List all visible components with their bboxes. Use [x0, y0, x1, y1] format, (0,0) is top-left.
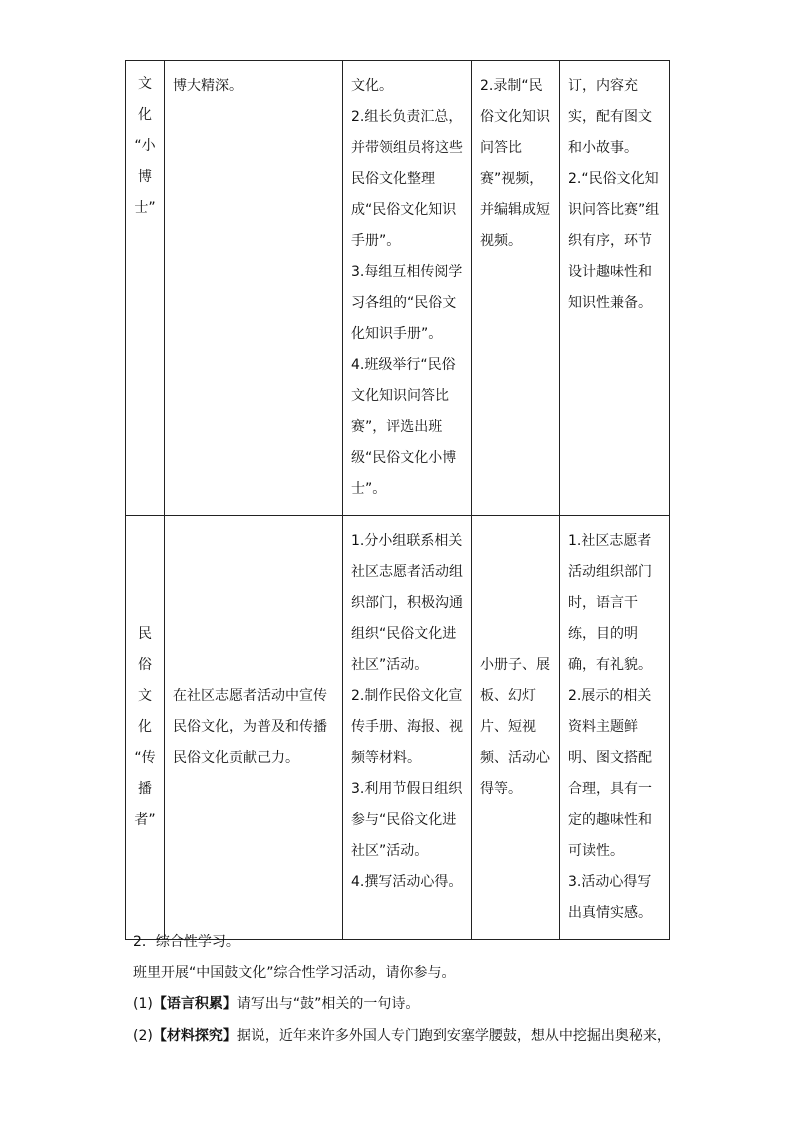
question-heading: 2．综合性学习。 [133, 934, 240, 950]
theme-cell [126, 61, 165, 516]
theme-cell [126, 516, 165, 940]
question-intro: 班里开展“中国鼓文化”综合性学习活动，请你参与。 [133, 965, 456, 981]
subquestion-1-text: 请写出与“鼓”相关的一句诗。 [236, 996, 420, 1012]
steps-cell [343, 61, 472, 516]
table-row [126, 516, 670, 940]
subquestion-2-number: (2) [133, 1028, 153, 1044]
subquestion-1 [133, 994, 419, 1014]
criteria-text: 订，内容充实，配有图文和小故事。 2.“民俗文化知识问答比赛”组织有序，环节设计趣味性和知识性兼备。 [568, 78, 660, 311]
subquestion-2-tag: 【材料探究】 [152, 1028, 237, 1044]
subquestion-2-text: 据说，近年来许多外国人专门跑到安塞学腰鼓，想从中挖掘出奥秘来， [236, 1028, 671, 1044]
results-text: 2.录制“民俗文化知识问答比赛”视频，并编辑成短视频。 [480, 78, 550, 249]
steps-cell [343, 516, 472, 940]
goal-cell [165, 61, 343, 516]
table-row [126, 61, 670, 516]
criteria-cell [560, 516, 670, 940]
goal-text: 在社区志愿者活动中宣传民俗文化，为普及和传播民俗文化贡献己力。 [173, 688, 327, 766]
subquestion-2 [133, 1026, 671, 1046]
steps-text: 1.分小组联系相关社区志愿者活动组织部门，积极沟通组织“民俗文化进社区”活动。 2.制作民俗文化宣传手册、海报、视频等材料。 3.利用节假日组织参与“民俗文化进社区”活动。 4.撰写活动心得。 [351, 533, 463, 890]
subquestion-1-tag: 【语言积累】 [152, 996, 237, 1012]
criteria-text: 1.社区志愿者活动组织部门时，语言干练，目的明确，有礼貌。 2.展示的相关资料主题鲜明、图文搭配合理，具有一定的趣味性和可读性。 3.活动心得写出真情实感。 [568, 533, 652, 921]
theme-text: 民 俗 文 化 “传 播 者” [134, 626, 156, 828]
results-text: 小册子、展板、幻灯片、短视频、活动心得等。 [480, 657, 550, 797]
results-cell [472, 516, 560, 940]
goal-cell [165, 516, 343, 940]
results-cell [472, 61, 560, 516]
goal-text: 博大精深。 [173, 78, 243, 94]
activity-table [125, 60, 670, 940]
theme-text: 文 化 “小 博 士” [134, 76, 156, 216]
criteria-cell [560, 61, 670, 516]
subquestion-1-number: (1) [133, 996, 153, 1012]
steps-text: 文化。 2.组长负责汇总，并带领组员将这些民俗文化整理成“民俗文化知识手册”。 3.每组互相传阅学习各组的“民俗文化知识手册”。 4.班级举行“民俗文化知识问答比赛”，评选出班级“民俗文化小博士”。 [351, 78, 463, 497]
